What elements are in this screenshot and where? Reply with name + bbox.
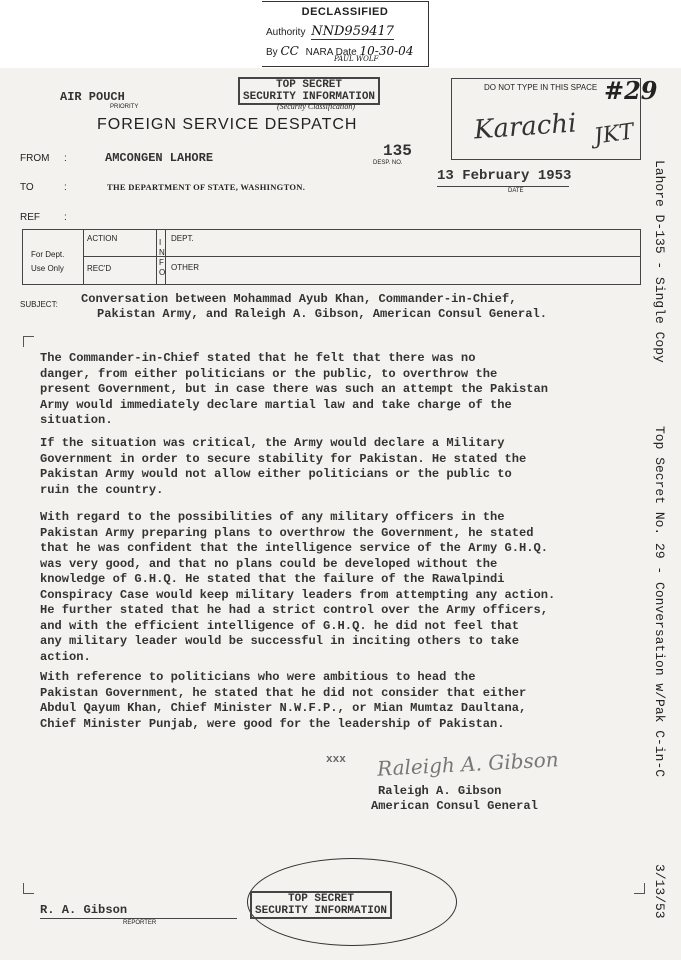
to-colon: :: [64, 182, 67, 193]
body-line: danger, from either politicians or the public, to overthrow the: [40, 366, 498, 381]
corner-mark: [23, 883, 34, 894]
stamp-authority-label: Authority: [266, 27, 306, 38]
footer-classification-2: SECURITY INFORMATION: [255, 905, 388, 917]
form-title: FOREIGN SERVICE DESPATCH: [97, 116, 358, 133]
action-label: ACTION: [87, 234, 118, 243]
classification-caption: (Security Classification): [277, 102, 355, 111]
body-line: Pakistan Government, he stated that he did not consider that either: [40, 685, 527, 700]
body-line: knowledge of G.H.Q. He stated that the failure of the Rawalpindi: [40, 572, 505, 586]
header-classification: TOP SECRET: [276, 79, 343, 91]
stamp-by-value: CC: [280, 44, 299, 58]
stamp-nara-label: NARA Date: [305, 47, 357, 58]
reporter-underline: [40, 918, 237, 919]
header-classification-box: [238, 77, 380, 105]
paragraph-3: [40, 510, 640, 665]
from-label: FROM: [20, 153, 50, 164]
body-line: With reference to politicians who were ambitious to head the: [40, 670, 476, 684]
handwritten-city: Karachi: [473, 108, 578, 146]
paragraph-2: [40, 436, 640, 498]
body-line: and with the efficient intelligence of G.H.Q. he did not feel that: [40, 618, 519, 633]
stamp-authority-row: [266, 24, 394, 39]
body-line: Pakistan Army preparing plans to overthrow the Government, he stated: [40, 525, 534, 540]
use-only-label: Use Only: [31, 264, 64, 273]
handwritten-number: #29: [604, 76, 658, 105]
subject-line-1: Conversation between Mohammad Ayub Khan, Commander-in-Chief,: [81, 292, 517, 306]
other-label: OTHER: [171, 263, 199, 272]
date-underline: [437, 186, 569, 187]
dept-label: DEPT.: [171, 234, 194, 243]
body-line: Abdul Qayum Khan, Chief Minister N.W.F.P., or Mian Mumtaz Daultana,: [40, 701, 527, 715]
handwritten-initials: JKT: [592, 119, 636, 150]
struck-initials: xxx: [326, 754, 346, 766]
paragraph-4: [40, 670, 640, 732]
body-line: that he was confident that the intelligence service of the Army G.H.Q.: [40, 541, 549, 555]
body-line: present Government, but in case there was such an attempt the Pakistan: [40, 382, 549, 396]
table-row-divider: [83, 256, 640, 257]
corner-mark: [23, 336, 34, 347]
footer-classification: TOP SECRET: [288, 893, 355, 905]
stamp-date-value: 10-30-04: [359, 44, 414, 58]
for-dept-label: For Dept.: [31, 250, 65, 259]
header-classification-2: SECURITY INFORMATION: [243, 91, 376, 103]
ref-label: REF: [20, 212, 40, 223]
body-line: was very good, and that no plans could be developed without the: [40, 556, 498, 571]
ref-colon: :: [64, 212, 67, 223]
reporter-label: REPORTER: [123, 920, 157, 926]
stamp-initials: PAUL WOLF: [334, 55, 379, 63]
routing-value: AIR POUCH: [60, 90, 125, 104]
signer-title: American Consul General: [371, 799, 538, 813]
stamp-title: DECLASSIFIED: [301, 6, 389, 18]
date-value: 13 February 1953: [437, 168, 572, 184]
stamp-authority-value: NND959417: [311, 24, 395, 39]
footer-classification-box: [250, 891, 392, 919]
body-line: Government in order to secure stability for Pakistan. He stated the: [40, 451, 527, 466]
subject-label: SUBJECT:: [20, 300, 58, 309]
to-label: TO: [20, 182, 34, 193]
table-divider: [83, 230, 84, 284]
signer-name: Raleigh A. Gibson: [378, 784, 502, 798]
body-line: Chief Minister Punjab, were good for the leadership of Pakistan.: [40, 716, 505, 731]
body-line: Conspiracy Case would keep military leaders from attempting any action.: [40, 587, 556, 602]
despatch-number-label: DESP. NO.: [373, 160, 403, 166]
dept-use-table: [22, 229, 641, 285]
body-line: situation.: [40, 413, 113, 427]
handwritten-signature: Raleigh A. Gibson: [376, 747, 560, 781]
body-line: any military leader would be successful in inciting others to take: [40, 634, 519, 648]
body-line: With regard to the possibilities of any military officers in the: [40, 510, 505, 524]
body-line: If the situation was critical, the Army would declare a Military: [40, 436, 505, 450]
margin-note-top: Lahore D-135 - Single Copy: [652, 160, 667, 363]
from-colon: :: [64, 153, 67, 164]
body-line: Army would immediately declare martial law and take charge of the: [40, 397, 512, 412]
table-divider: [156, 230, 157, 284]
date-label: DATE: [508, 188, 524, 194]
body-line: action.: [40, 649, 91, 664]
margin-note-date: 3/13/53: [652, 864, 667, 919]
reporter-value: R. A. Gibson: [40, 903, 128, 917]
declassified-stamp: [262, 1, 429, 67]
table-divider: [165, 230, 166, 284]
corner-mark: [634, 883, 645, 894]
margin-note-middle: Top Secret No. 29 - Conversation w/Pak C-in-C: [652, 426, 667, 778]
body-line: Pakistan Army would not allow either politicians or the public to: [40, 467, 512, 481]
from-value: AMCONGEN LAHORE: [105, 151, 214, 165]
body-line: The Commander-in-Chief stated that he felt that there was no: [40, 351, 476, 365]
subject-line-2: Pakistan Army, and Raleigh A. Gibson, American Consul General.: [97, 307, 547, 321]
paragraph-1: [40, 351, 640, 429]
body-line: ruin the country.: [40, 482, 164, 497]
do-not-type-label: DO NOT TYPE IN THIS SPACE: [484, 83, 598, 92]
priority-label: PRIORITY: [110, 104, 139, 110]
stamp-by-label: By: [266, 47, 278, 58]
info-letters: I N F O: [159, 238, 166, 277]
body-line: He further stated that he had a strict control over the Army officers,: [40, 603, 549, 617]
despatch-number: 135: [383, 142, 412, 160]
to-value: THE DEPARTMENT OF STATE, WASHINGTON.: [107, 182, 306, 192]
recd-label: REC'D: [87, 264, 112, 273]
